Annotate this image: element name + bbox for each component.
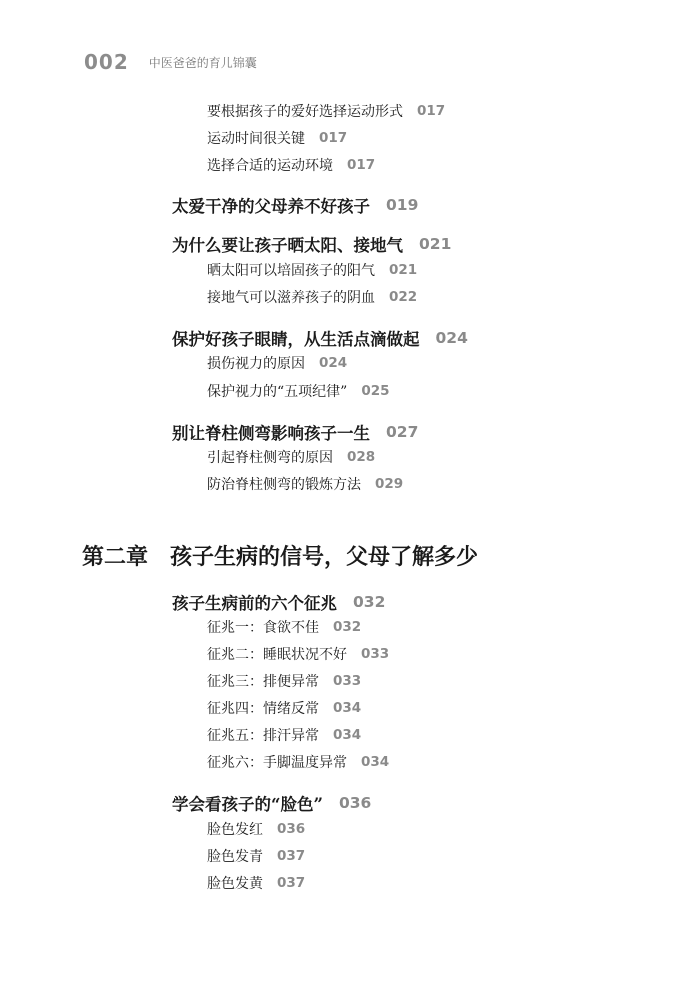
toc-subsection bbox=[207, 260, 417, 280]
toc-page-number: 028 bbox=[347, 449, 376, 465]
toc-entry-text: 晒太阳可以培固孩子的阳气 bbox=[207, 263, 375, 279]
toc-entry-text: 脸色发黄 bbox=[207, 876, 263, 892]
toc-page-number: 037 bbox=[277, 875, 306, 891]
toc-page-number: 036 bbox=[338, 794, 372, 812]
toc-page-number: 037 bbox=[277, 848, 306, 864]
toc-page-number: 022 bbox=[389, 289, 418, 305]
toc-subsection bbox=[207, 381, 390, 401]
toc-page-number: 024 bbox=[319, 355, 348, 371]
toc-entry-text: 孩子生病前的六个征兆 bbox=[172, 594, 337, 613]
page-number: 002 bbox=[84, 50, 129, 74]
toc-entry-text: 学会看孩子的“脸色” bbox=[172, 795, 323, 814]
toc-page-number: 032 bbox=[353, 593, 386, 611]
toc-entry-text: 保护视力的“五项纪律” bbox=[207, 384, 348, 400]
toc-entry-text: 为什么要让孩子晒太阳、接地气 bbox=[172, 236, 403, 255]
toc-page-number: 024 bbox=[435, 329, 468, 347]
toc-subsection bbox=[207, 873, 305, 893]
toc-page-number: 033 bbox=[361, 646, 390, 662]
chapter-number: 第二章 bbox=[82, 543, 149, 570]
toc-subsection bbox=[207, 101, 445, 121]
toc-entry-text: 损伤视力的原因 bbox=[207, 356, 305, 372]
toc-subsection bbox=[207, 752, 389, 772]
toc-section bbox=[172, 420, 418, 444]
toc-entry-text: 脸色发青 bbox=[207, 849, 263, 865]
chapter-heading bbox=[82, 538, 478, 572]
toc-subsection bbox=[207, 128, 347, 148]
toc-entry-text: 引起脊柱侧弯的原因 bbox=[207, 450, 333, 466]
toc-subsection bbox=[207, 155, 375, 175]
toc-page-number: 019 bbox=[386, 196, 419, 214]
toc-page-number: 021 bbox=[419, 235, 452, 253]
toc-section bbox=[172, 193, 418, 217]
toc-page-number: 029 bbox=[375, 476, 404, 492]
toc-subsection bbox=[207, 671, 361, 691]
toc-subsection bbox=[207, 287, 417, 307]
toc-page-number: 017 bbox=[417, 103, 446, 119]
chapter-title: 孩子生病的信号，父母了解多少 bbox=[170, 543, 479, 570]
toc-page-number: 034 bbox=[333, 727, 362, 743]
toc-entry-text: 要根据孩子的爱好选择运动形式 bbox=[207, 104, 403, 120]
toc-entry-text: 太爱干净的父母养不好孩子 bbox=[172, 197, 370, 216]
toc-section bbox=[172, 590, 385, 614]
toc-section bbox=[172, 791, 371, 815]
toc-subsection bbox=[207, 698, 361, 718]
toc-entry-text: 征兆六：手脚温度异常 bbox=[207, 755, 347, 771]
toc-page-number: 021 bbox=[389, 262, 418, 278]
toc-subsection bbox=[207, 846, 305, 866]
toc-entry-text: 保护好孩子眼睛，从生活点滴做起 bbox=[172, 330, 420, 349]
toc-entry-text: 征兆三：排便异常 bbox=[207, 674, 319, 690]
toc-subsection bbox=[207, 474, 403, 494]
toc-entry-text: 脸色发红 bbox=[207, 822, 263, 838]
toc-section bbox=[172, 232, 451, 256]
toc-page-number: 017 bbox=[319, 130, 348, 146]
toc-subsection bbox=[207, 725, 361, 745]
toc-subsection bbox=[207, 644, 389, 664]
toc-page-number: 034 bbox=[333, 700, 362, 716]
toc-entry-text: 运动时间很关键 bbox=[207, 131, 305, 147]
book-title: 中医爸爸的育儿锦囊 bbox=[148, 55, 257, 70]
toc-subsection bbox=[207, 353, 347, 373]
toc-page-number: 017 bbox=[347, 157, 376, 173]
toc-subsection bbox=[207, 819, 305, 839]
toc-entry-text: 征兆一：食欲不佳 bbox=[207, 620, 319, 636]
toc-entry-text: 防治脊柱侧弯的锻炼方法 bbox=[207, 477, 361, 493]
toc-entry-text: 选择合适的运动环境 bbox=[207, 158, 333, 174]
toc-subsection bbox=[207, 617, 361, 637]
toc-entry-text: 征兆五：排汗异常 bbox=[207, 728, 319, 744]
toc-page-number: 036 bbox=[277, 821, 306, 837]
toc-page-number: 032 bbox=[333, 619, 362, 635]
toc-subsection bbox=[207, 447, 375, 467]
toc-page-number: 033 bbox=[333, 673, 362, 689]
toc-page-number: 034 bbox=[361, 754, 390, 770]
toc-entry-text: 征兆四：情绪反常 bbox=[207, 701, 319, 717]
toc-entry-text: 接地气可以滋养孩子的阴血 bbox=[207, 290, 375, 306]
toc-section bbox=[172, 326, 468, 350]
toc-entry-text: 别让脊柱侧弯影响孩子一生 bbox=[172, 424, 370, 443]
toc-entry-text: 征兆二：睡眠状况不好 bbox=[207, 647, 347, 663]
running-header bbox=[84, 50, 257, 74]
toc-page-number: 027 bbox=[386, 423, 419, 441]
toc-page-number: 025 bbox=[361, 383, 390, 399]
